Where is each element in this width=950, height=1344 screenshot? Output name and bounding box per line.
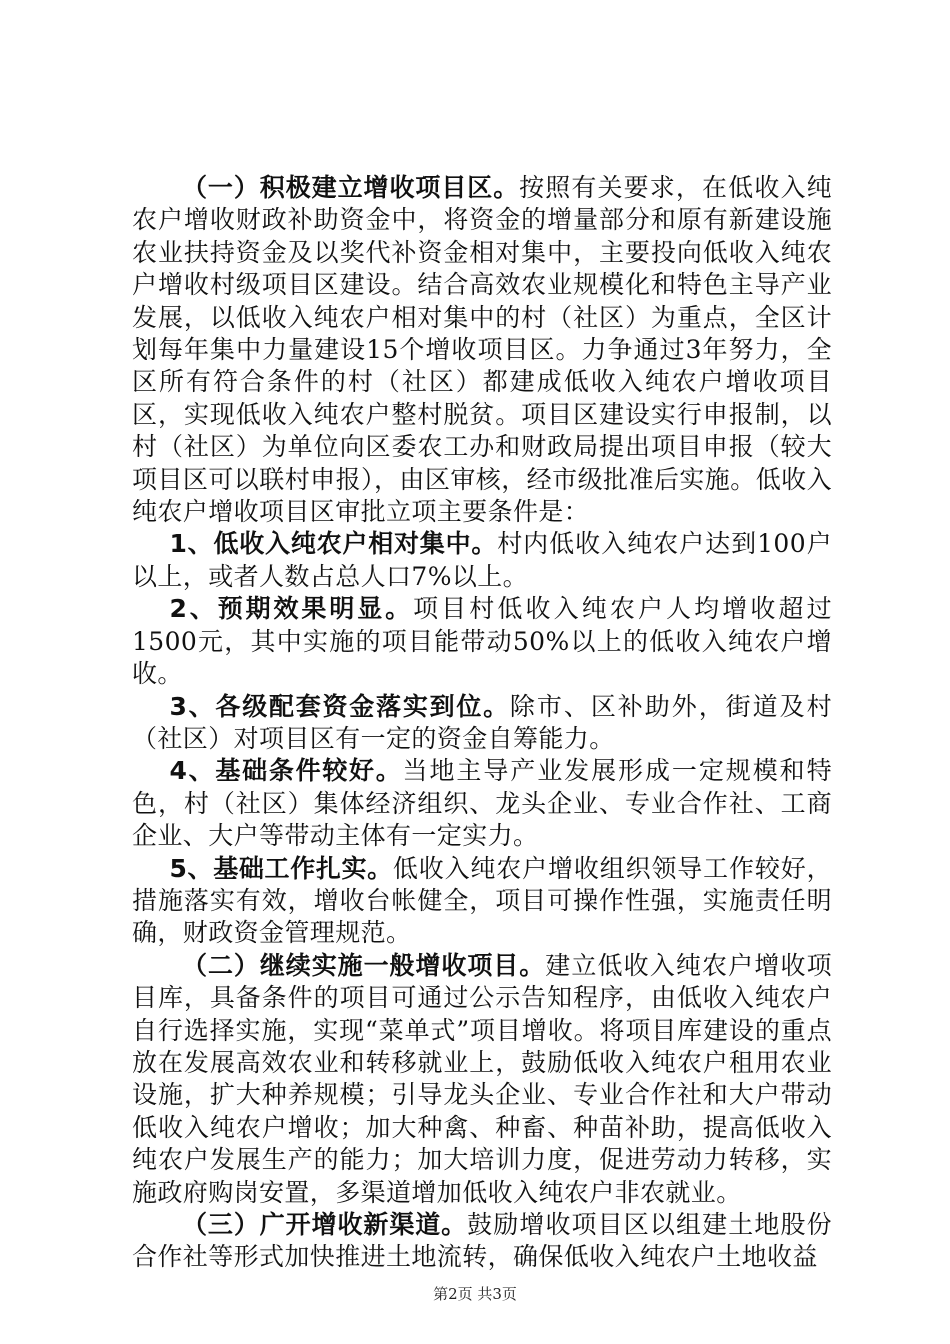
condition-1 xyxy=(132,528,832,593)
condition-5-heading: 5、基础工作扎实。 xyxy=(169,853,393,883)
paragraph-3-heading: （三）广开增收新渠道。 xyxy=(182,1210,468,1239)
condition-1-heading: 1、低收入纯农户相对集中。 xyxy=(169,529,498,559)
condition-2 xyxy=(132,593,832,690)
condition-5-text: 低收入纯农户增收组织领导工作较好，措施落实有效，增收台帐健全，项目可操作性强，实施责任明确，财政资金管理规范。 xyxy=(132,853,832,948)
paragraph-2 xyxy=(132,950,832,1209)
condition-5 xyxy=(132,853,832,950)
paragraph-1 xyxy=(132,172,832,528)
condition-4-text: 当地主导产业发展形成一定规模和特色，村（社区）集体经济组织、龙头企业、专业合作社、工商企业、大户等带动主体有一定实力。 xyxy=(132,756,832,851)
document-body xyxy=(132,172,832,1274)
paragraph-3 xyxy=(132,1209,832,1274)
condition-4 xyxy=(132,755,832,852)
condition-3 xyxy=(132,691,832,756)
condition-2-heading: 2、预期效果明显。 xyxy=(169,594,414,624)
paragraph-2-heading: （二）继续实施一般增收项目。 xyxy=(182,950,546,980)
condition-3-text: 除市、区补助外，街道及村（社区）对项目区有一定的资金自筹能力。 xyxy=(132,691,832,753)
paragraph-1-heading: （一）积极建立增收项目区。 xyxy=(182,173,520,202)
paragraph-3-text: 鼓励增收项目区以组建土地股份合作社等形式加快推进土地流转，确保低收入纯农户土地收益 xyxy=(132,1210,833,1272)
condition-4-heading: 4、基础条件较好。 xyxy=(169,756,403,786)
condition-2-text: 项目村低收入纯农户人均增收超过1500元，其中实施的项目能带动50%以上的低收入纯农户增收。 xyxy=(132,594,832,689)
condition-3-heading: 3、各级配套资金落实到位。 xyxy=(169,691,510,721)
page-number-footer: 第2页 共3页 xyxy=(433,1285,517,1303)
condition-1-text: 村内低收入纯农户达到100户以上，或者人数占总人口7%以上。 xyxy=(132,529,833,591)
paragraph-2-text: 建立低收入纯农户增收项目库，具备条件的项目可通过公示告知程序，由低收入纯农户自行选择实施，实现“菜单式”项目增收。将项目库建设的重点放在发展高效农业和转移就业上，鼓励低收入纯农户租用农业设施，扩大种养规模；引导龙头企业、专业合作社和大户带动低收入纯农户增收；加大种禽、种畜、种苗补助，提高低收入纯农户发展生产的能力；加大培训力度，促进劳动力转移，实施政府购岗安置，多渠道增加低收入纯农户非农就业。 xyxy=(132,950,832,1207)
paragraph-1-text: 按照有关要求，在低收入纯农户增收财政补助资金中，将资金的增量部分和原有新建设施农业扶持资金及以奖代补资金相对集中，主要投向低收入纯农户增收村级项目区建设。结合高效农业规模化和特色主导产业发展，以低收入纯农户相对集中的村（社区）为重点，全区计划每年集中力量建设15个增收项目区。力争通过3年努力，全区所有符合条件的村（社区）都建成低收入纯农户增收项目区，实现低收入纯农户整村脱贫。项目区建设实行申报制，以村（社区）为单位向区委农工办和财政局提出项目申报（较大项目区可以联村申报），由区审核，经市级批准后实施。低收入纯农户增收项目区审批立项主要条件是： xyxy=(132,173,832,527)
